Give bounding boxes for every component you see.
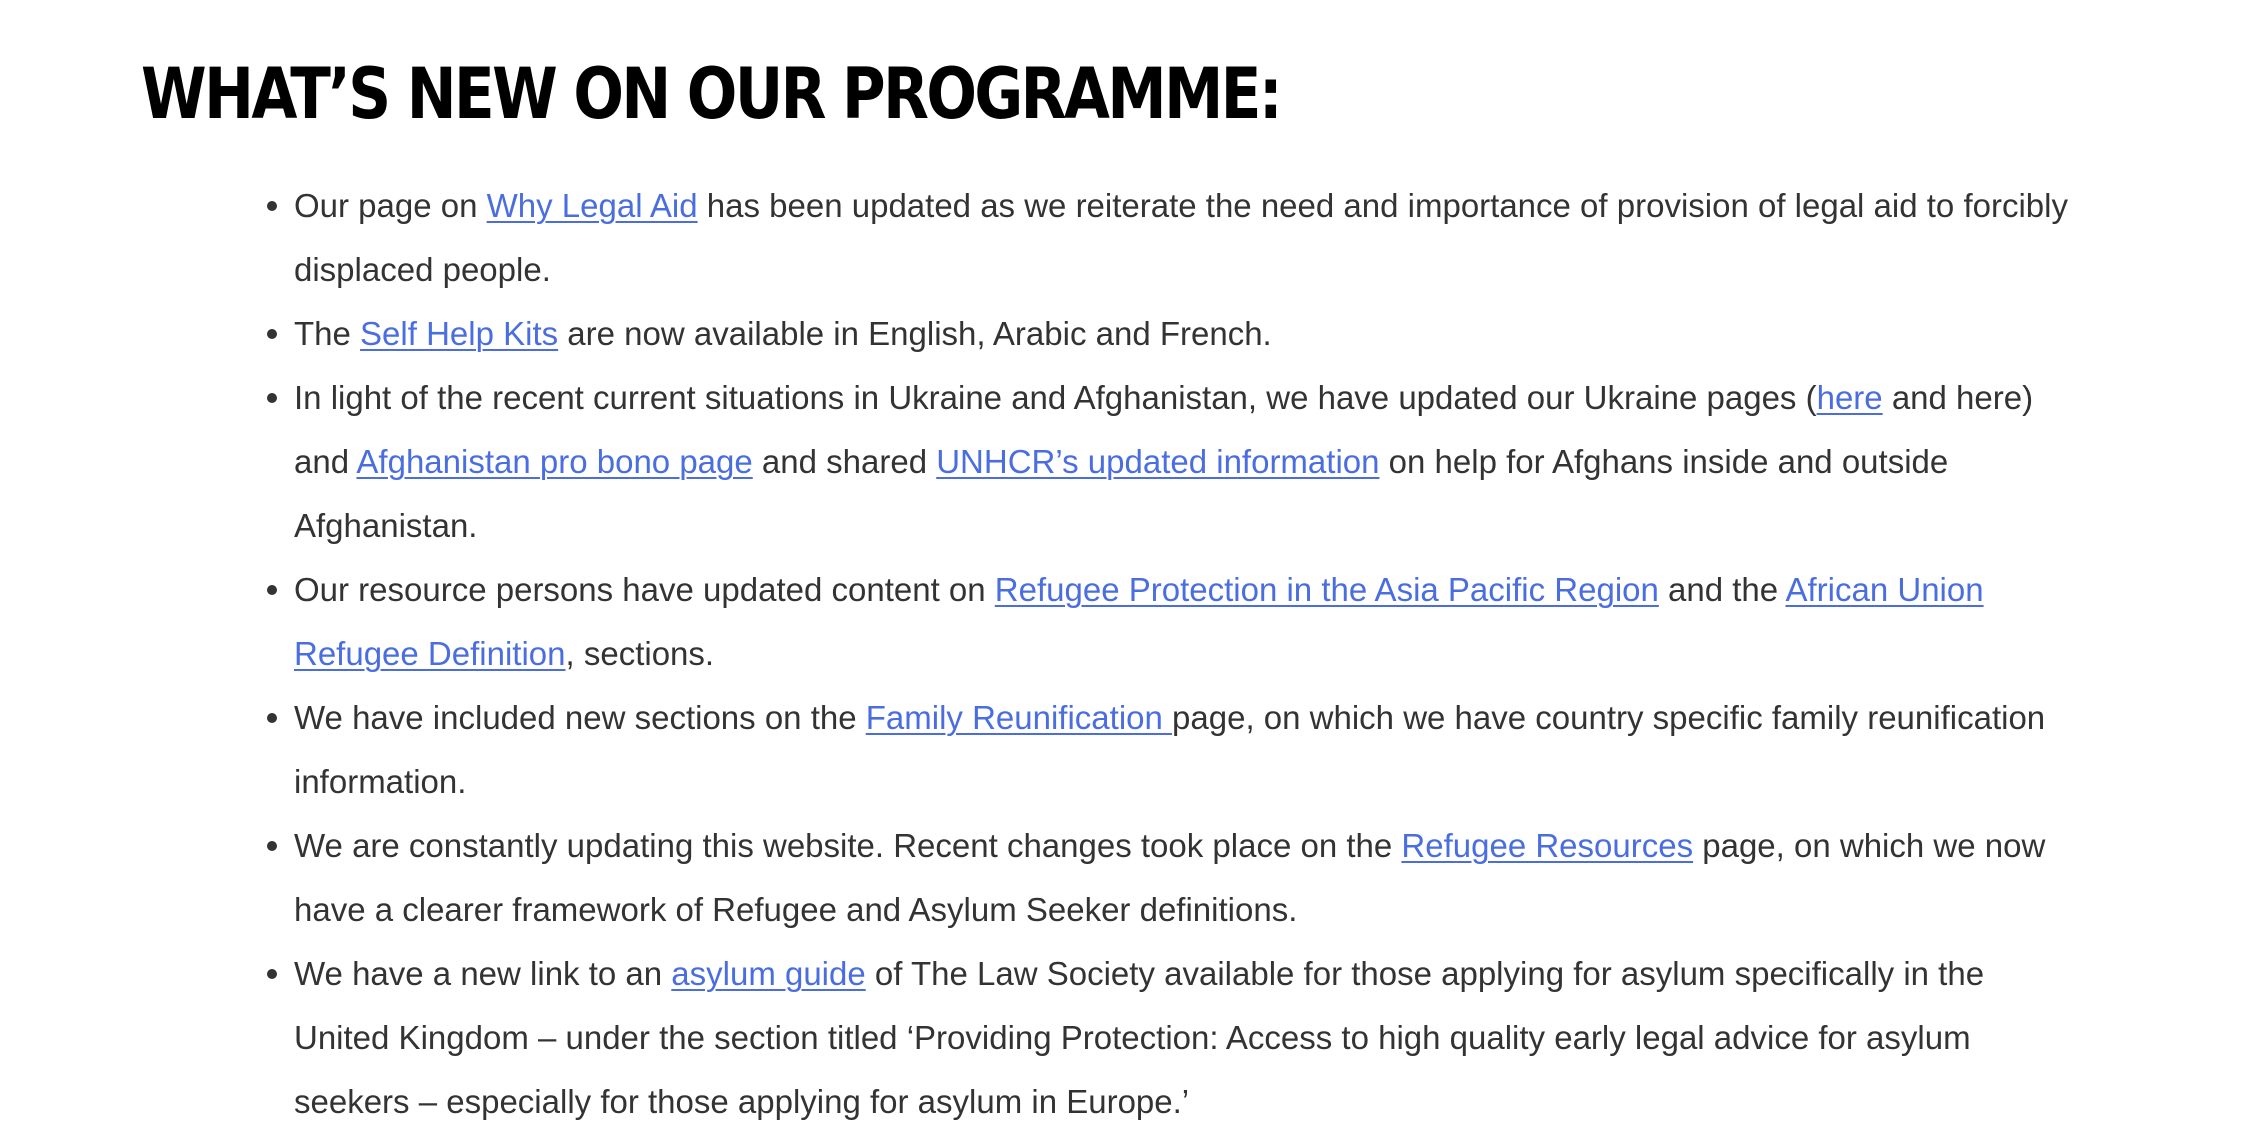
bullet-icon bbox=[267, 393, 277, 403]
unhcr-updated-information-link[interactable]: UNHCR’s updated information bbox=[936, 443, 1380, 480]
list-item bbox=[294, 174, 2074, 302]
refugee-resources-link[interactable]: Refugee Resources bbox=[1401, 827, 1694, 864]
item-text: on help for Afghans inside and outside Afghanistan. bbox=[294, 443, 1949, 544]
item-text: of The Law Society available for those applying for asylum specifically in the United Kingdom – under the section titled ‘Providing Protection: Access to high quality early legal advice for asylum seekers – especially for those applying for asylum in Europe.’ bbox=[294, 955, 1985, 1120]
asylum-guide-link[interactable]: asylum guide bbox=[671, 955, 866, 992]
item-text: In light of the recent current situations in Ukraine and Afghanistan, we have updated our Ukraine pages ( bbox=[294, 379, 1817, 416]
item-text: and shared bbox=[752, 443, 937, 480]
afghanistan-pro-bono-link[interactable]: Afghanistan pro bono page bbox=[356, 443, 753, 480]
self-help-kits-link[interactable]: Self Help Kits bbox=[360, 315, 559, 352]
list-item bbox=[294, 366, 2074, 558]
item-text: The bbox=[294, 315, 361, 352]
bullet-icon bbox=[267, 329, 277, 339]
list-item bbox=[294, 558, 2074, 686]
item-text: has been updated as we reiterate the need and importance of provision of legal aid to forcibly displaced people. bbox=[294, 187, 2068, 288]
bullet-icon bbox=[267, 841, 277, 851]
why-legal-aid-link[interactable]: Why Legal Aid bbox=[486, 187, 698, 224]
item-text: and the bbox=[1658, 571, 1786, 608]
item-text: We have included new sections on the bbox=[294, 699, 866, 736]
bullet-icon bbox=[267, 969, 277, 979]
updates-list bbox=[294, 174, 2074, 1134]
list-item bbox=[294, 942, 2074, 1134]
item-text: We are constantly updating this website. Recent changes took place on the bbox=[294, 827, 1402, 864]
ukraine-here-link[interactable]: here bbox=[1816, 379, 1883, 416]
bullet-icon bbox=[267, 585, 277, 595]
item-text: Our page on bbox=[294, 187, 487, 224]
list-item bbox=[294, 686, 2074, 814]
african-union-definition-link[interactable]: African Union Refugee Definition bbox=[294, 571, 1984, 672]
item-text: We have a new link to an bbox=[294, 955, 672, 992]
item-text: are now available in English, Arabic and French. bbox=[558, 315, 1272, 352]
family-reunification-link[interactable]: Family Reunification bbox=[865, 699, 1173, 736]
bullet-icon bbox=[267, 201, 277, 211]
item-text: and here) and bbox=[294, 379, 2034, 480]
item-text: page, on which we have country specific family reunification information. bbox=[294, 699, 2046, 800]
page-title: WHAT’S NEW ON OUR PROGRAMME: bbox=[141, 53, 1281, 135]
asia-pacific-link[interactable]: Refugee Protection in the Asia Pacific Region bbox=[994, 571, 1659, 608]
item-text: Our resource persons have updated content on bbox=[294, 571, 995, 608]
list-item bbox=[294, 302, 2074, 366]
item-text: page, on which we now have a clearer framework of Refugee and Asylum Seeker definitions. bbox=[294, 827, 2046, 928]
item-text: , sections. bbox=[565, 635, 715, 672]
list-item bbox=[294, 814, 2074, 942]
bullet-icon bbox=[267, 713, 277, 723]
